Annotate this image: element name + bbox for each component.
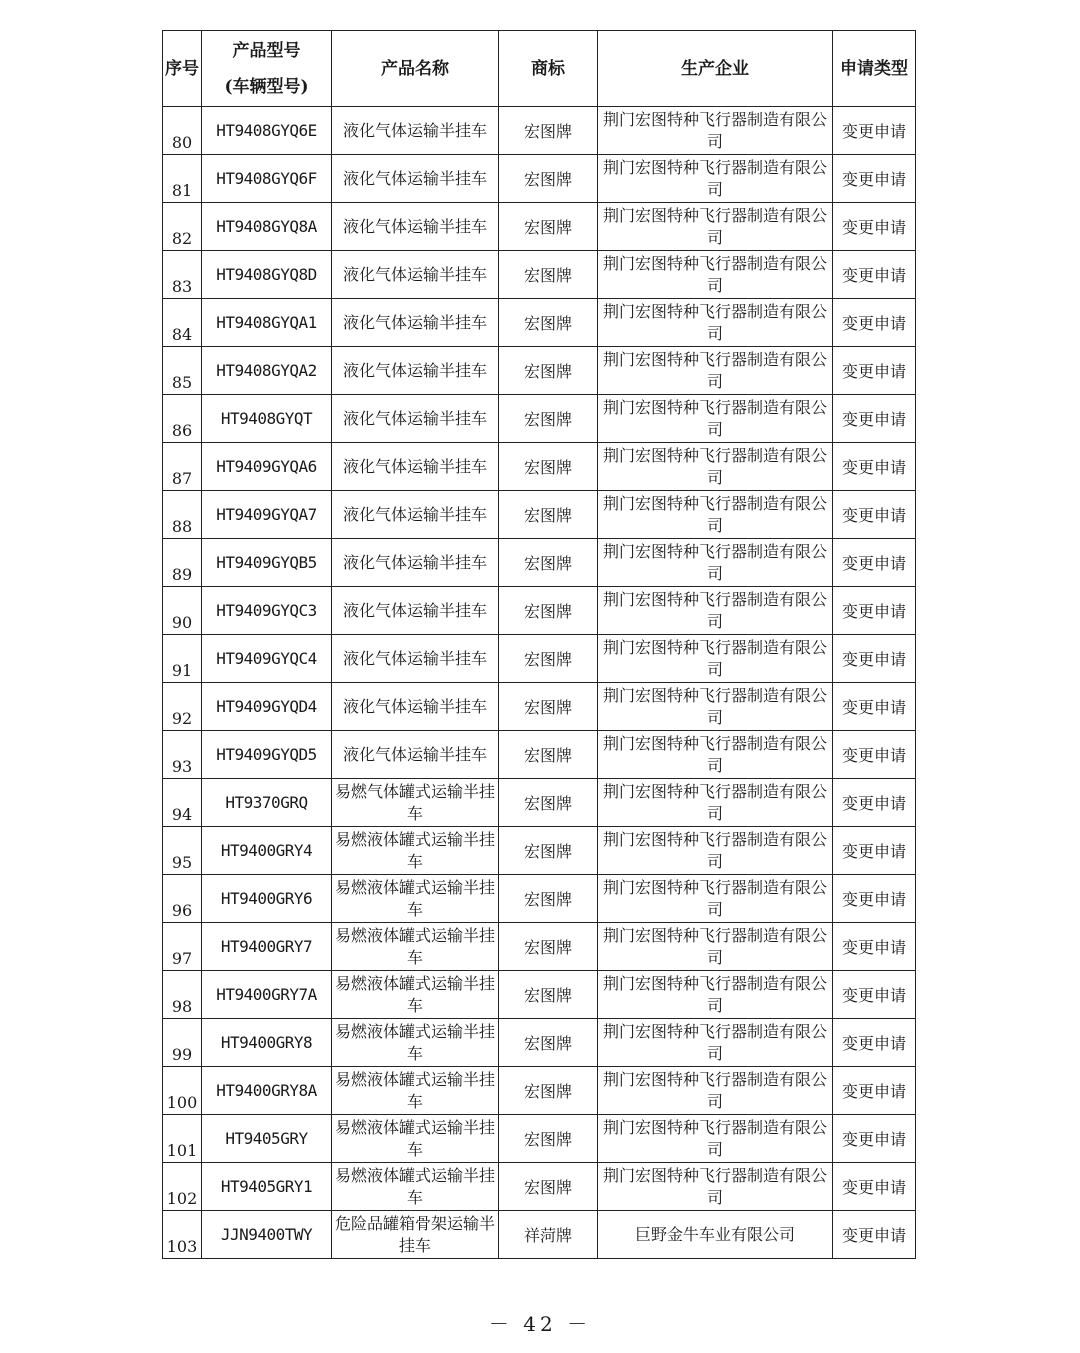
cell-brand: 宏图牌 — [499, 443, 598, 491]
cell-index: 81 — [163, 155, 202, 203]
table-row — [163, 395, 916, 443]
cell-maker: 荆门宏图特种飞行器制造有限公司 — [598, 1163, 833, 1211]
cell-brand: 宏图牌 — [499, 299, 598, 347]
cell-model: HT9405GRY1 — [202, 1163, 332, 1211]
cell-brand: 宏图牌 — [499, 827, 598, 875]
cell-apply-type: 变更申请 — [833, 395, 916, 443]
cell-model: HT9408GYQ8D — [202, 251, 332, 299]
cell-apply-type: 变更申请 — [833, 107, 916, 155]
cell-index: 93 — [163, 731, 202, 779]
cell-apply-type: 变更申请 — [833, 251, 916, 299]
table-row — [163, 875, 916, 923]
table-row — [163, 923, 916, 971]
cell-index: 87 — [163, 443, 202, 491]
table-row — [163, 107, 916, 155]
cell-model: HT9400GRY6 — [202, 875, 332, 923]
cell-index: 97 — [163, 923, 202, 971]
cell-apply-type: 变更申请 — [833, 731, 916, 779]
cell-product-name: 液化气体运输半挂车 — [332, 347, 499, 395]
header-type: 申请类型 — [833, 31, 916, 107]
cell-brand: 宏图牌 — [499, 155, 598, 203]
cell-model: HT9408GYQT — [202, 395, 332, 443]
cell-brand: 宏图牌 — [499, 1163, 598, 1211]
cell-brand: 祥菏牌 — [499, 1211, 598, 1259]
cell-brand: 宏图牌 — [499, 731, 598, 779]
cell-model: HT9409GYQC3 — [202, 587, 332, 635]
cell-apply-type: 变更申请 — [833, 827, 916, 875]
cell-maker: 荆门宏图特种飞行器制造有限公司 — [598, 107, 833, 155]
cell-apply-type: 变更申请 — [833, 299, 916, 347]
cell-product-name: 液化气体运输半挂车 — [332, 203, 499, 251]
cell-maker: 荆门宏图特种飞行器制造有限公司 — [598, 299, 833, 347]
cell-maker: 荆门宏图特种飞行器制造有限公司 — [598, 1115, 833, 1163]
cell-index: 91 — [163, 635, 202, 683]
cell-model: HT9400GRY7A — [202, 971, 332, 1019]
cell-apply-type: 变更申请 — [833, 1019, 916, 1067]
cell-product-name: 液化气体运输半挂车 — [332, 587, 499, 635]
cell-maker: 荆门宏图特种飞行器制造有限公司 — [598, 491, 833, 539]
cell-product-name: 液化气体运输半挂车 — [332, 251, 499, 299]
header-brand: 商标 — [499, 31, 598, 107]
cell-index: 95 — [163, 827, 202, 875]
header-model-line1: 产品型号 — [232, 40, 301, 61]
cell-model: HT9405GRY — [202, 1115, 332, 1163]
cell-product-name: 易燃液体罐式运输半挂车 — [332, 875, 499, 923]
cell-brand: 宏图牌 — [499, 347, 598, 395]
header-model — [202, 31, 332, 107]
cell-model: HT9408GYQ6F — [202, 155, 332, 203]
cell-index: 99 — [163, 1019, 202, 1067]
cell-brand: 宏图牌 — [499, 1019, 598, 1067]
cell-product-name: 易燃液体罐式运输半挂车 — [332, 1019, 499, 1067]
cell-maker: 荆门宏图特种飞行器制造有限公司 — [598, 155, 833, 203]
cell-model: HT9408GYQ6E — [202, 107, 332, 155]
table-row — [163, 971, 916, 1019]
cell-apply-type: 变更申请 — [833, 923, 916, 971]
cell-index: 82 — [163, 203, 202, 251]
cell-apply-type: 变更申请 — [833, 347, 916, 395]
table-row — [163, 251, 916, 299]
header-index: 序号 — [163, 31, 202, 107]
cell-index: 102 — [163, 1163, 202, 1211]
cell-apply-type: 变更申请 — [833, 1067, 916, 1115]
cell-brand: 宏图牌 — [499, 1115, 598, 1163]
cell-maker: 荆门宏图特种飞行器制造有限公司 — [598, 395, 833, 443]
cell-apply-type: 变更申请 — [833, 1115, 916, 1163]
cell-brand: 宏图牌 — [499, 923, 598, 971]
cell-brand: 宏图牌 — [499, 251, 598, 299]
cell-maker: 荆门宏图特种飞行器制造有限公司 — [598, 203, 833, 251]
cell-product-name: 易燃液体罐式运输半挂车 — [332, 827, 499, 875]
cell-maker: 荆门宏图特种飞行器制造有限公司 — [598, 347, 833, 395]
cell-maker: 荆门宏图特种飞行器制造有限公司 — [598, 971, 833, 1019]
cell-product-name: 液化气体运输半挂车 — [332, 491, 499, 539]
cell-apply-type: 变更申请 — [833, 875, 916, 923]
cell-maker: 荆门宏图特种飞行器制造有限公司 — [598, 827, 833, 875]
cell-index: 86 — [163, 395, 202, 443]
cell-maker: 荆门宏图特种飞行器制造有限公司 — [598, 539, 833, 587]
cell-apply-type: 变更申请 — [833, 779, 916, 827]
header-row — [163, 31, 916, 107]
cell-apply-type: 变更申请 — [833, 971, 916, 1019]
table-row — [163, 1115, 916, 1163]
cell-model: HT9400GRY8 — [202, 1019, 332, 1067]
cell-apply-type: 变更申请 — [833, 203, 916, 251]
cell-product-name: 易燃液体罐式运输半挂车 — [332, 923, 499, 971]
cell-product-name: 液化气体运输半挂车 — [332, 635, 499, 683]
cell-index: 85 — [163, 347, 202, 395]
cell-brand: 宏图牌 — [499, 971, 598, 1019]
cell-model: HT9400GRY8A — [202, 1067, 332, 1115]
table-row — [163, 683, 916, 731]
cell-product-name: 液化气体运输半挂车 — [332, 683, 499, 731]
cell-brand: 宏图牌 — [499, 875, 598, 923]
cell-model: HT9409GYQC4 — [202, 635, 332, 683]
cell-maker: 荆门宏图特种飞行器制造有限公司 — [598, 443, 833, 491]
table-row — [163, 1211, 916, 1259]
cell-brand: 宏图牌 — [499, 779, 598, 827]
cell-maker: 荆门宏图特种飞行器制造有限公司 — [598, 779, 833, 827]
cell-apply-type: 变更申请 — [833, 1163, 916, 1211]
table-row — [163, 1163, 916, 1211]
product-table — [162, 30, 916, 1259]
cell-brand: 宏图牌 — [499, 491, 598, 539]
cell-brand: 宏图牌 — [499, 635, 598, 683]
cell-index: 103 — [163, 1211, 202, 1259]
cell-product-name: 危险品罐箱骨架运输半挂车 — [332, 1211, 499, 1259]
table-row — [163, 491, 916, 539]
cell-apply-type: 变更申请 — [833, 683, 916, 731]
cell-maker: 荆门宏图特种飞行器制造有限公司 — [598, 923, 833, 971]
cell-model: HT9409GYQB5 — [202, 539, 332, 587]
cell-maker: 巨野金牛车业有限公司 — [598, 1211, 833, 1259]
header-model-line2: (车辆型号) — [224, 76, 309, 97]
cell-brand: 宏图牌 — [499, 203, 598, 251]
cell-maker: 荆门宏图特种飞行器制造有限公司 — [598, 251, 833, 299]
header-maker: 生产企业 — [598, 31, 833, 107]
cell-product-name: 易燃液体罐式运输半挂车 — [332, 971, 499, 1019]
cell-model: HT9409GYQD5 — [202, 731, 332, 779]
table-row — [163, 539, 916, 587]
cell-apply-type: 变更申请 — [833, 587, 916, 635]
table-row — [163, 1067, 916, 1115]
cell-apply-type: 变更申请 — [833, 539, 916, 587]
cell-index: 83 — [163, 251, 202, 299]
cell-model: HT9400GRY7 — [202, 923, 332, 971]
cell-maker: 荆门宏图特种飞行器制造有限公司 — [598, 635, 833, 683]
cell-brand: 宏图牌 — [499, 683, 598, 731]
table-row — [163, 635, 916, 683]
table-row — [163, 299, 916, 347]
table-row — [163, 203, 916, 251]
cell-maker: 荆门宏图特种飞行器制造有限公司 — [598, 1019, 833, 1067]
cell-model: HT9370GRQ — [202, 779, 332, 827]
cell-model: HT9408GYQA2 — [202, 347, 332, 395]
cell-index: 101 — [163, 1115, 202, 1163]
cell-product-name: 液化气体运输半挂车 — [332, 395, 499, 443]
cell-index: 90 — [163, 587, 202, 635]
cell-model: HT9409GYQA7 — [202, 491, 332, 539]
cell-product-name: 液化气体运输半挂车 — [332, 731, 499, 779]
cell-model: HT9408GYQA1 — [202, 299, 332, 347]
cell-index: 100 — [163, 1067, 202, 1115]
cell-product-name: 液化气体运输半挂车 — [332, 107, 499, 155]
table-row — [163, 827, 916, 875]
cell-maker: 荆门宏图特种飞行器制造有限公司 — [598, 683, 833, 731]
table-row — [163, 443, 916, 491]
cell-product-name: 液化气体运输半挂车 — [332, 539, 499, 587]
table-row — [163, 155, 916, 203]
table-row — [163, 731, 916, 779]
cell-index: 94 — [163, 779, 202, 827]
cell-brand: 宏图牌 — [499, 107, 598, 155]
cell-model: HT9408GYQ8A — [202, 203, 332, 251]
cell-model: JJN9400TWY — [202, 1211, 332, 1259]
cell-product-name: 易燃液体罐式运输半挂车 — [332, 1163, 499, 1211]
cell-apply-type: 变更申请 — [833, 1211, 916, 1259]
cell-product-name: 易燃气体罐式运输半挂车 — [332, 779, 499, 827]
cell-brand: 宏图牌 — [499, 539, 598, 587]
cell-brand: 宏图牌 — [499, 395, 598, 443]
page-number: － 42 － — [488, 1312, 592, 1336]
cell-model: HT9409GYQD4 — [202, 683, 332, 731]
cell-product-name: 易燃液体罐式运输半挂车 — [332, 1067, 499, 1115]
cell-index: 89 — [163, 539, 202, 587]
cell-maker: 荆门宏图特种飞行器制造有限公司 — [598, 1067, 833, 1115]
cell-apply-type: 变更申请 — [833, 635, 916, 683]
cell-apply-type: 变更申请 — [833, 491, 916, 539]
cell-model: HT9409GYQA6 — [202, 443, 332, 491]
cell-maker: 荆门宏图特种飞行器制造有限公司 — [598, 587, 833, 635]
cell-index: 96 — [163, 875, 202, 923]
cell-index: 84 — [163, 299, 202, 347]
cell-maker: 荆门宏图特种飞行器制造有限公司 — [598, 875, 833, 923]
cell-brand: 宏图牌 — [499, 1067, 598, 1115]
cell-brand: 宏图牌 — [499, 587, 598, 635]
table-row — [163, 1019, 916, 1067]
cell-index: 88 — [163, 491, 202, 539]
cell-model: HT9400GRY4 — [202, 827, 332, 875]
table-body — [163, 107, 916, 1259]
cell-index: 98 — [163, 971, 202, 1019]
cell-index: 92 — [163, 683, 202, 731]
cell-index: 80 — [163, 107, 202, 155]
header-name: 产品名称 — [332, 31, 499, 107]
table-row — [163, 587, 916, 635]
cell-maker: 荆门宏图特种飞行器制造有限公司 — [598, 731, 833, 779]
cell-product-name: 液化气体运输半挂车 — [332, 155, 499, 203]
cell-product-name: 液化气体运输半挂车 — [332, 443, 499, 491]
cell-product-name: 液化气体运输半挂车 — [332, 299, 499, 347]
table-row — [163, 347, 916, 395]
cell-product-name: 易燃液体罐式运输半挂车 — [332, 1115, 499, 1163]
table-row — [163, 779, 916, 827]
cell-apply-type: 变更申请 — [833, 443, 916, 491]
cell-apply-type: 变更申请 — [833, 155, 916, 203]
